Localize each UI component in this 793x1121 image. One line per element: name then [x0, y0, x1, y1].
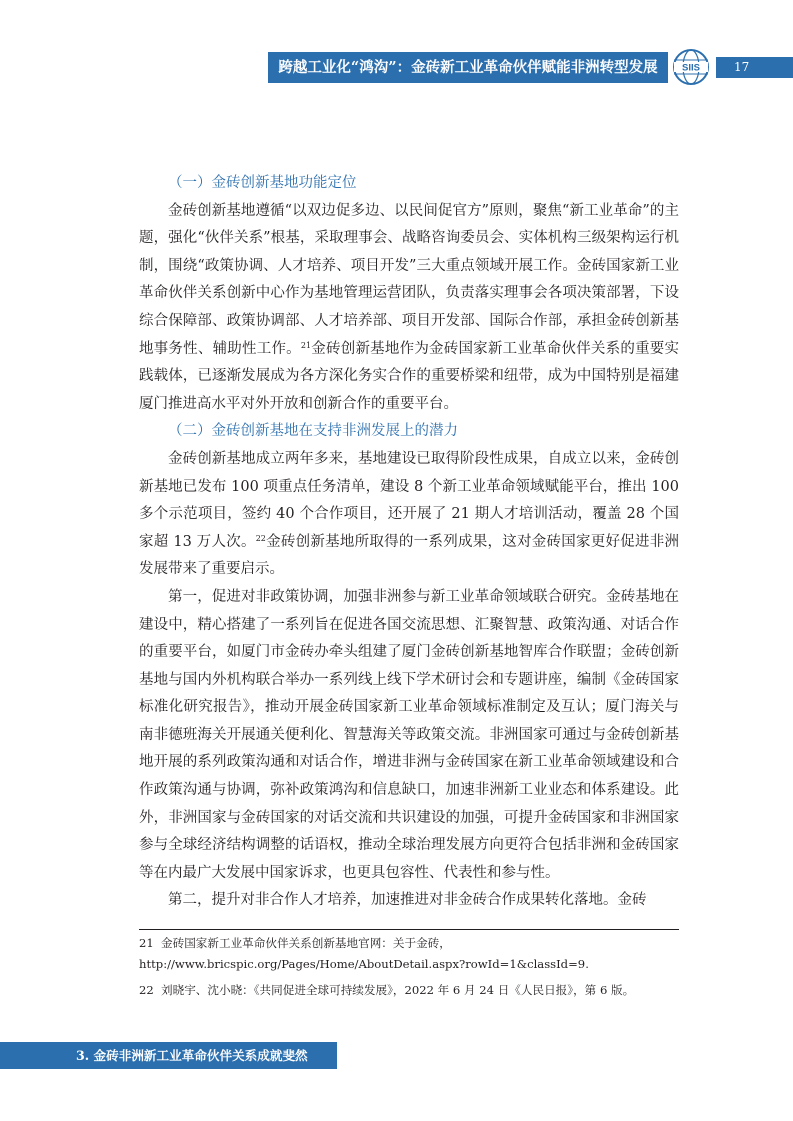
- logo-text: SIIS: [682, 62, 700, 74]
- footnote: [139, 933, 679, 974]
- body-paragraph: [139, 584, 679, 888]
- footnote-divider: [139, 929, 679, 930]
- section-heading: （二）金砖创新基地在支持非洲发展上的潜力: [168, 423, 458, 440]
- paragraph-text: 金砖创新基地作为金砖国家新工业革命伙伴关系的重要实践载体，已逐渐发展成为各方深化务实合作的重要桥梁和纽带，成为中国特别是福建厦门推进高水平对外开放和创新合作的重要平台。: [139, 340, 680, 412]
- body-paragraph: [139, 446, 679, 584]
- footnote-text: 金砖国家新工业革命伙伴关系创新基地官网：关于金砖，http://www.bricspic.org/Pages/Home/AboutDetail.aspx?rowId=1&classId=9.: [139, 936, 589, 971]
- footnote: [139, 980, 679, 1001]
- paragraph-text: 金砖创新基地所取得的一系列成果，这对金砖国家更好促进非洲发展带来了重要启示。: [139, 533, 679, 578]
- chapter-footer: 3. 金砖非洲新工业革命伙伴关系成就斐然: [0, 1042, 337, 1069]
- body-paragraph: [139, 887, 679, 915]
- page-number: 17: [716, 57, 793, 78]
- footnote-number: 21: [139, 936, 154, 950]
- footnote-text: 刘晓宇、沈小晓：《共同促进全球可持续发展》，2022 年 6 月 24 日《人民日报》，第 6 版。: [161, 983, 635, 997]
- body-paragraph: [139, 198, 679, 419]
- section-heading: （一）金砖创新基地功能定位: [168, 175, 357, 191]
- footnote-ref[interactable]: 22: [255, 533, 266, 543]
- running-header-title: 跨越工业化“鸿沟”：金砖新工业革命伙伴赋能非洲转型发展: [268, 52, 668, 83]
- footnotes: [139, 933, 679, 1007]
- paragraph-text: 第一，促进对非政策协调，加强非洲参与新工业革命领域联合研究。金砖基地在建设中，精心搭建了一系列旨在促进各国交流思想、汇聚智慧、政策沟通、对话合作的重要平台，如厦门市金砖办牵头组建了厦门金砖创新基地智库合作联盟；金砖创新基地与国内外机构联合举办一系列线上线下学术研讨会和专题讲座，编制《金砖国家标准化研究报告》，推动开展金砖国家新工业革命领域标准制定及互认；厦门海关与南非德班海关开展通关便利化、智慧海关等政策交流。非洲国家可通过与金砖创新基地开展的系列政策沟通和对话合作，增进非洲与金砖国家在新工业革命领域建设和合作政策沟通与协调，弥补政策鸿沟和信息缺口，加速非洲新工业业态和体系建设。此外，非洲国家与金砖国家的对话交流和共识建设的加强，可提升金砖国家和非洲国家参与全球经济结构调整的话语权，推动全球治理发展方向更符合包括非洲和金砖国家等在内最广大发展中国家诉求，也更具包容性、代表性和参与性。: [139, 588, 679, 881]
- main-body: [139, 170, 679, 915]
- footnote-ref[interactable]: 21: [300, 340, 312, 350]
- paragraph-text: 金砖创新基地遵循“以双边促多边、以民间促官方”原则，聚焦“新工业革命”的主题，强化“伙伴关系”根基，采取理事会、战略咨询委员会、实体机构三级架构运行机制，围绕“政策协调、人才培养、项目开发”三大重点领域开展工作。金砖国家新工业革命伙伴关系创新中心作为基地管理运营团队，负责落实理事会各项决策部署，下设综合保障部、政策协调部、人才培养部、项目开发部、国际合作部，承担金砖创新基地事务性、辅助性工作。: [139, 202, 679, 357]
- footnote-number: 22: [139, 983, 154, 997]
- siis-logo-globe-icon: [669, 47, 713, 87]
- paragraph-text: 第二，提升对非合作人才培养，加速推进对非金砖合作成果转化落地。金砖: [168, 892, 647, 909]
- paragraph-text: 金砖创新基地成立两年多来，基地建设已取得阶段性成果，自成立以来，金砖创新基地已发布 100 项重点任务清单，建设 8 个新工业革命领域赋能平台，推出 100 多个示范项目，签约 40 个合作项目，还开展了 21 期人才培训活动，覆盖 28 个国家超 13 万人次。: [139, 450, 679, 550]
